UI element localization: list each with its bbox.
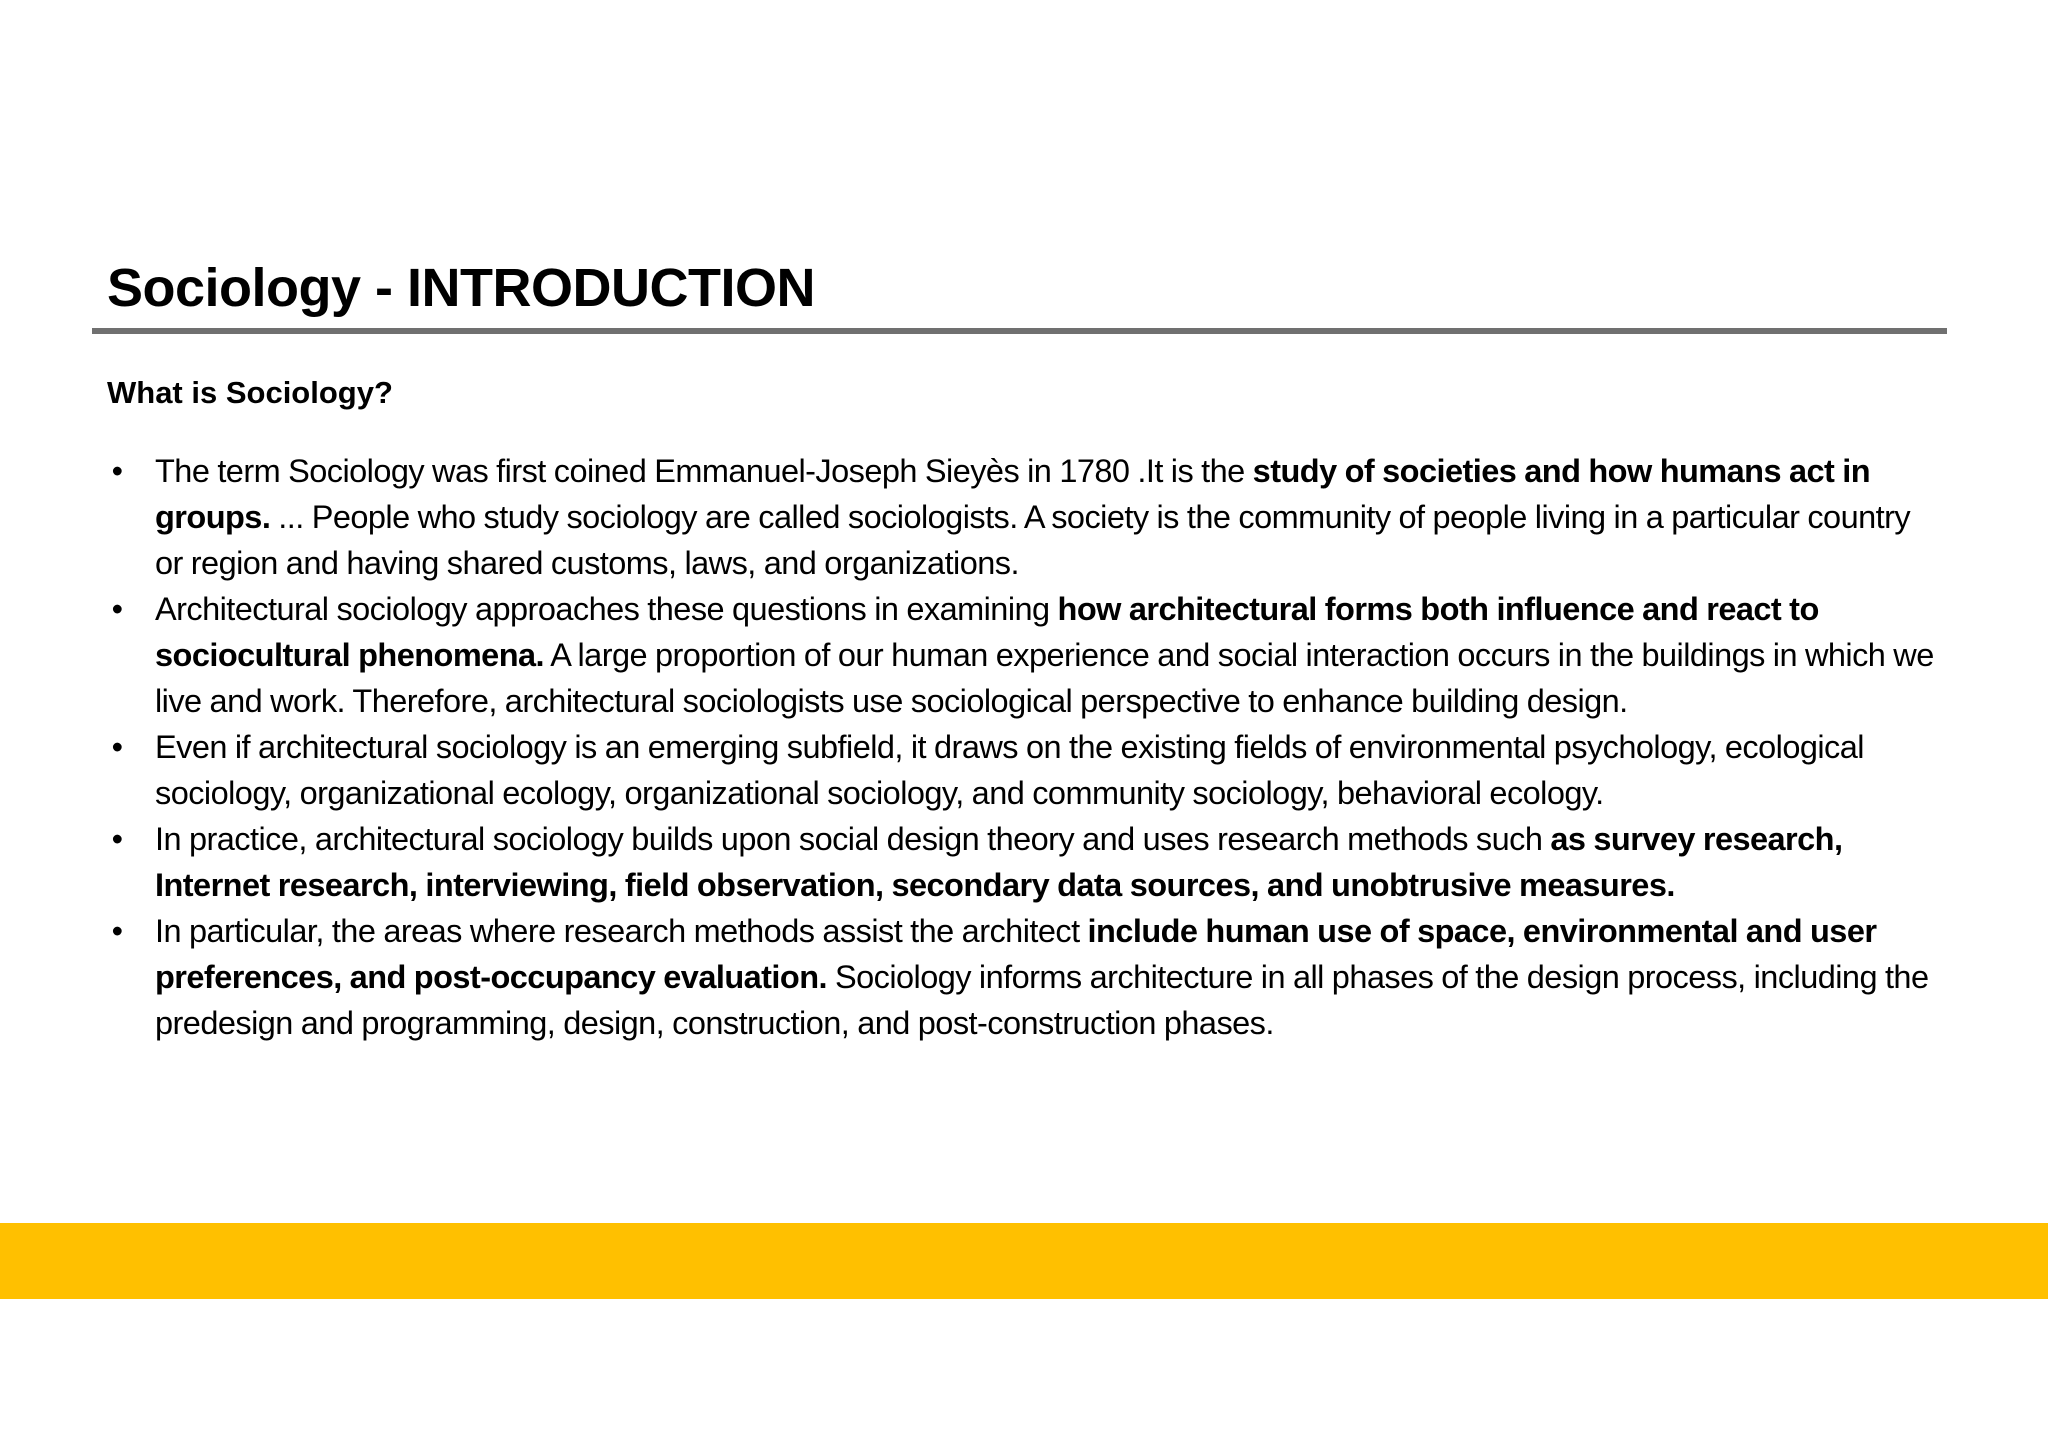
bullet-marker: • [111,821,123,857]
bullet-text: A large proportion of our human experience and social interaction occurs in the buildings in which we live and work. Therefore, architectural sociologists use sociological perspective to enhance building design. [155,637,1934,719]
bullet-item [107,448,1942,586]
section-heading: What is Sociology? [107,375,393,410]
bullet-item [107,724,1942,816]
bullet-text: The term Sociology was first coined Emmanuel-Joseph Sieyès in 1780 .It is the [155,453,1253,489]
bullet-text: ... People who study sociology are called sociologists. A society is the community of people living in a particular country or region and having shared customs, laws, and organizations. [155,499,1911,581]
bullet-item [107,908,1942,1046]
bullet-item [107,816,1942,908]
bullet-list [107,448,1942,1046]
bullet-item [107,586,1942,724]
bullet-emphasis: how architectural forms both influence and react to sociocultural phenomena. [155,591,1819,673]
bullet-text: Architectural sociology approaches these questions in examining [155,591,1058,627]
bullet-text: In particular, the areas where research methods assist the architect [155,913,1088,949]
bullet-emphasis: include human use of space, environmental and user preferences, and post-occupancy evaluation. [155,913,1877,995]
footer-accent-band [0,1223,2048,1299]
bullet-text: Sociology informs architecture in all phases of the design process, including the predesign and programming, design, construction, and post-construction phases. [155,959,1929,1041]
bullet-marker: • [111,729,123,765]
bullet-marker: • [111,591,123,627]
bullet-text: Even if architectural sociology is an emerging subfield, it draws on the existing fields of environmental psychology, ecological sociology, organizational ecology, organizational sociology, and community sociology, behavioral ecology. [155,729,1864,811]
slide-title: Sociology - INTRODUCTION [107,258,815,318]
title-divider [92,328,1947,334]
bullet-marker: • [111,913,123,949]
bullet-text: In practice, architectural sociology builds upon social design theory and uses research methods such [155,821,1551,857]
bullet-emphasis: as survey research, Internet research, interviewing, field observation, secondary data sources, and unobtrusive measures. [155,821,1843,903]
bullet-marker: • [111,453,123,489]
bullet-emphasis: study of societies and how humans act in groups. [155,453,1871,535]
